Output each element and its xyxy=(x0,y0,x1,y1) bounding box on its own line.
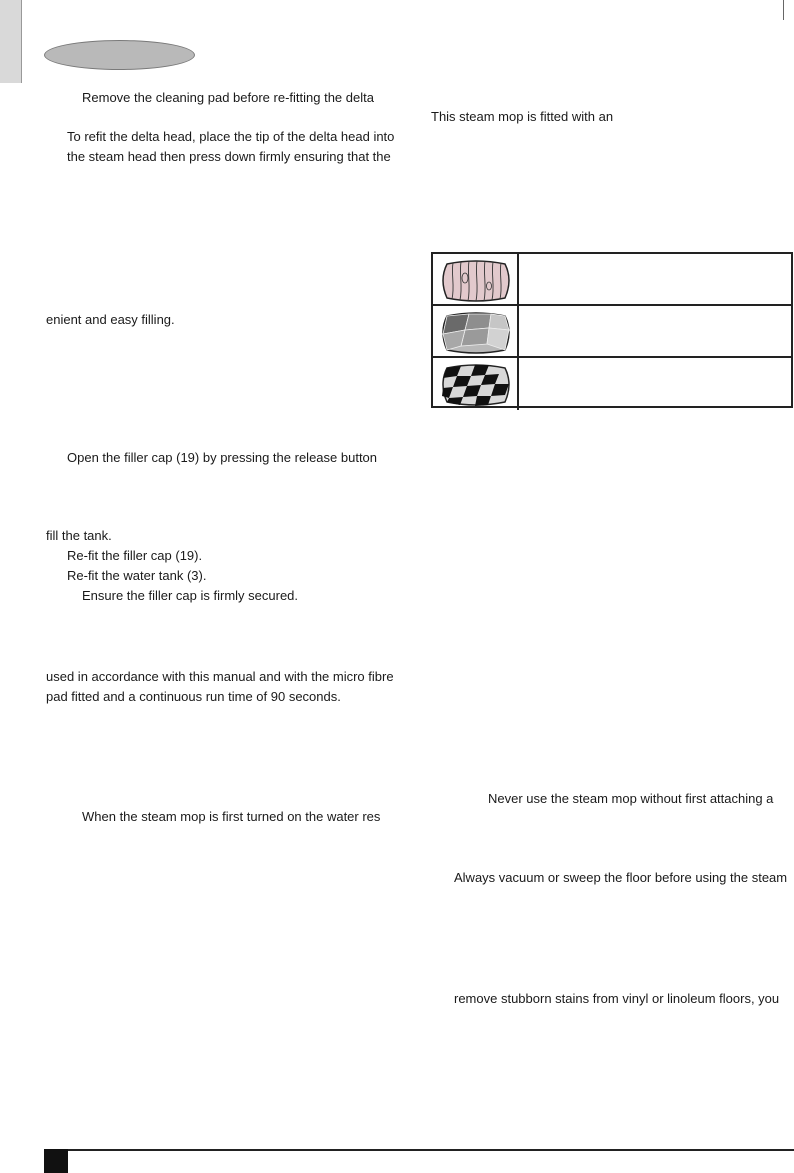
refit-instruction-line-1: To refit the delta head, place the tip of the delta head into xyxy=(67,129,395,144)
remove-pad-text: Remove the cleaning pad before re-fitting the delta xyxy=(82,90,374,105)
section-heading-pill xyxy=(44,40,195,70)
stubborn-stains-text: remove stubborn stains from vinyl or linoleum floors, you xyxy=(454,991,780,1006)
floor-type-row xyxy=(433,306,791,358)
usage-text-line-1: used in accordance with this manual and with the micro fibre xyxy=(46,669,394,684)
stone-tile-floor-icon xyxy=(439,310,513,354)
footer-rule xyxy=(44,1149,794,1151)
checkered-floor-icon xyxy=(439,362,513,406)
first-turned-on-text: When the steam mop is first turned on the water res xyxy=(82,809,381,824)
floor-type-row xyxy=(433,358,791,410)
floor-type-table xyxy=(431,252,793,408)
usage-text-line-2: pad fitted and a continuous run time of 90 seconds. xyxy=(46,689,341,704)
wood-floor-icon xyxy=(439,258,513,302)
refit-instruction-line-2: the steam head then press down firmly ensuring that the xyxy=(67,149,391,164)
language-side-tab xyxy=(0,0,22,83)
open-filler-cap-text: Open the filler cap (19) by pressing the release button xyxy=(67,450,378,465)
refit-filler-cap-text: Re-fit the filler cap (19). xyxy=(67,548,203,563)
floor-type-row xyxy=(433,254,791,306)
top-divider-mark xyxy=(783,0,784,20)
refit-water-tank-text: Re-fit the water tank (3). xyxy=(67,568,207,583)
ensure-cap-secured-text: Ensure the filler cap is firmly secured. xyxy=(82,588,299,603)
filling-text: enient and easy filling. xyxy=(46,312,175,327)
fitted-with-text: This steam mop is fitted with an xyxy=(431,109,614,124)
fill-tank-text: fill the tank. xyxy=(46,528,112,543)
vacuum-first-text: Always vacuum or sweep the floor before using the steam xyxy=(454,870,788,885)
page-number-box xyxy=(44,1149,68,1173)
never-use-warning-text: Never use the steam mop without first attaching a xyxy=(488,791,774,806)
